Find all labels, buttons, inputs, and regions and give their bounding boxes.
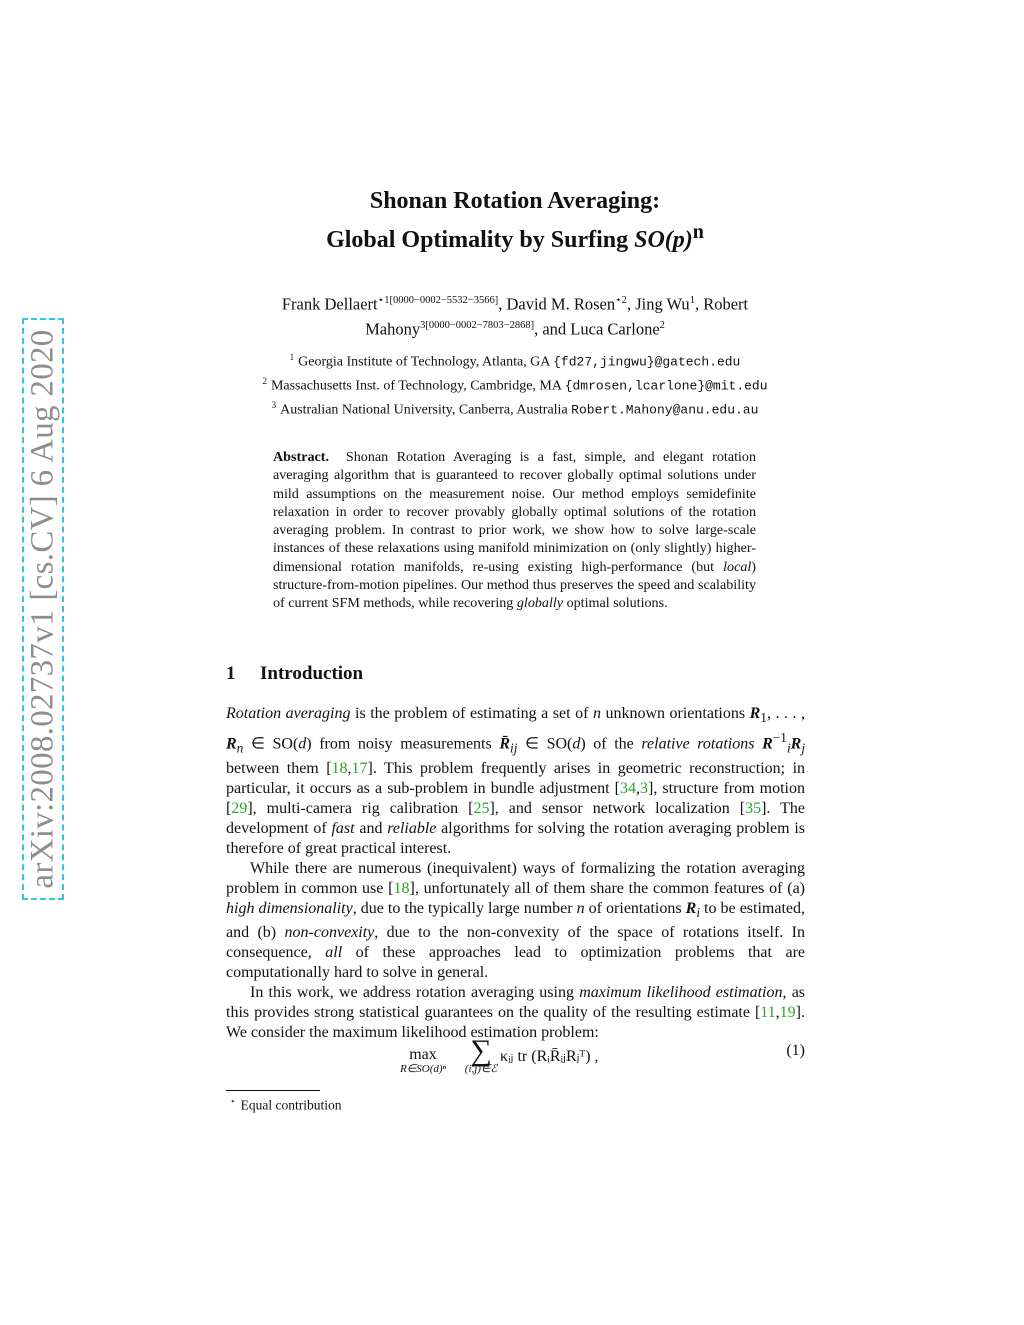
text: , . . . , (766, 705, 806, 722)
text: ]. We consider the maximum likelihood estimation problem: (226, 1003, 805, 1041)
text: , (347, 759, 352, 777)
citation-link[interactable]: 17 (351, 759, 368, 777)
footnote-text: Equal contribution (240, 1097, 342, 1113)
math-R: R (226, 735, 237, 753)
text: In this work, we address rotation averaging using (250, 983, 580, 1001)
affiliation-2-email[interactable]: {dmrosen,lcarlone}@mit.edu (564, 378, 768, 394)
text: ], unfortunately all of them share the common features of (a) (409, 879, 805, 897)
math-sub: i (696, 904, 701, 920)
abstract-em-globally: globally (516, 595, 564, 612)
equation-max (388, 1046, 458, 1075)
text: ) of the (580, 735, 642, 753)
section-number: 1 (226, 663, 236, 684)
text: unknown orientations (600, 705, 750, 722)
citation-link[interactable]: 18 (393, 879, 410, 897)
affiliation-1-text: Georgia Institute of Technology, Atlanta, GA (298, 354, 554, 370)
equation-sum-op: ∑ (470, 1034, 492, 1067)
math-n: n (592, 705, 601, 722)
em-rotation-averaging: Rotation averaging (226, 705, 351, 722)
section-heading-introduction (226, 663, 363, 685)
author-3: , Jing Wu (626, 294, 690, 314)
text (754, 736, 762, 753)
math-sub: ij (510, 740, 518, 756)
author-5-sup: 2 (659, 319, 665, 331)
math-sub: i (786, 740, 791, 756)
intro-paragraph-3 (226, 983, 805, 1043)
title-math-sup: n (692, 221, 704, 243)
math-d: d (298, 735, 307, 753)
math-sub: n (236, 740, 244, 756)
text: ], structure from motion [ (226, 779, 806, 817)
equation-max-sub: R∈SO(d)ⁿ (399, 1063, 447, 1075)
title-line-1: Shonan Rotation Averaging: (369, 188, 661, 214)
text: of orientations (584, 899, 686, 917)
affiliation-3 (225, 396, 805, 420)
paper-title (200, 186, 830, 256)
intro-paragraph-2 (226, 859, 805, 983)
abstract (273, 448, 756, 613)
abstract-part-1: Shonan Rotation Averaging is a fast, simple, and elegant rotation averaging algorithm that is guaranteed to recover globally optimal solutions under mild assumptions on the measurement noise. Our method employs semidefinite relaxation in order to recover provably globally optimal solutions of the rotation averaging problem. In contrast to prior work, we show how to solve large-scale instances of these relaxations using manifold minimization on (only slightly) higher-dimensional rotation manifolds, re-using existing high-performance (but (273, 449, 756, 575)
text: ) from noisy measurements (306, 735, 500, 753)
affiliation-1-email[interactable]: {fd27,jingwu}@gatech.edu (553, 354, 741, 370)
text: , due to the typically large number (352, 899, 577, 917)
abstract-part-3: optimal solutions. (563, 595, 668, 612)
text: ∈ SO( (243, 735, 299, 753)
text: ]. The development of (226, 799, 805, 837)
em-all: all (325, 943, 343, 961)
affiliation-3-email[interactable]: Robert.Mahony@anu.edu.au (571, 402, 759, 418)
citation-link[interactable]: 29 (231, 799, 248, 817)
text: ∈ SO( (517, 735, 573, 753)
author-1-sup: ⋆1[0000−0002−5532−3566] (377, 295, 499, 306)
affiliation-2-num: 2 (262, 376, 267, 387)
affiliation-1-num: 1 (289, 352, 295, 362)
math-sub: j (801, 740, 806, 756)
author-2-sup: ⋆2 (615, 295, 627, 306)
arxiv-stamp[interactable] (22, 318, 64, 900)
citation-link[interactable]: 19 (779, 1003, 796, 1021)
intro-paragraph-1 (226, 704, 805, 859)
author-list (225, 290, 805, 339)
citation-link[interactable]: 34 (619, 779, 636, 797)
math-R: R (762, 735, 773, 753)
em-maximum-likelihood-estimation: maximum likelihood estimation (579, 983, 783, 1001)
text: between them [ (226, 759, 332, 777)
equation-max-op: max (409, 1046, 437, 1063)
affiliation-3-text: Australian National University, Canberra, Australia (280, 402, 572, 418)
text: , due to the non-convexity of the space of rotations itself. In consequence, (226, 923, 806, 961)
affiliation-1 (225, 348, 805, 372)
title-line-2-text: Global Optimality by Surfing (326, 227, 629, 253)
text: ], multi-camera rig calibration [ (247, 799, 474, 817)
text: ], and sensor network localization [ (489, 799, 746, 817)
em-fast: fast (331, 819, 355, 837)
author-5: , and Luca Carlone (534, 319, 660, 338)
author-2: , David M. Rosen (498, 294, 616, 314)
text: of these approaches lead to optimization problems that are computationally hard to solve in general. (226, 943, 806, 981)
text: While there are numerous (inequivalent) ways of formalizing the rotation averaging problem in common use [ (226, 859, 805, 897)
author-4: , Robert Mahony (365, 294, 749, 338)
em-reliable: reliable (387, 819, 437, 837)
author-3-sup: 1 (689, 295, 695, 306)
equation-number: (1) (786, 1042, 805, 1059)
text: , (635, 779, 640, 797)
title-math: SO(p) (634, 227, 693, 253)
footnote (226, 1096, 342, 1114)
math-sup: −1 (772, 730, 787, 746)
equation-rest: κᵢⱼ tr (RᵢR̄ᵢⱼRⱼᵀ) , (500, 1048, 599, 1065)
text: is the problem of estimating a set of (350, 705, 593, 722)
math-R: R (790, 735, 802, 753)
citation-link[interactable]: 18 (331, 759, 348, 777)
em-relative-rotations: relative rotations (641, 735, 755, 753)
text: , (775, 1003, 780, 1021)
affiliations (225, 348, 805, 420)
citation-link[interactable]: 11 (760, 1003, 776, 1021)
abstract-label: Abstract. (273, 449, 329, 465)
footnote-rule (226, 1090, 320, 1091)
affiliation-2-text: Massachusetts Inst. of Technology, Cambridge, MA (270, 378, 565, 394)
citation-link[interactable]: 25 (473, 799, 490, 817)
text: and (354, 819, 388, 837)
math-Rbar: R̄ (499, 735, 511, 753)
math-n: n (576, 899, 585, 917)
affiliation-2 (225, 372, 805, 396)
citation-link[interactable]: 35 (745, 799, 762, 817)
math-sub: 1 (760, 710, 767, 726)
text: to be estimated, and (b) (226, 899, 806, 941)
math-R: R (685, 899, 697, 917)
author-4-sup: 3[0000−0002−7803−2868] (420, 319, 535, 331)
abstract-em-local: local (723, 558, 752, 575)
equation-sum-sub: (i,j)∈ℰ (464, 1063, 498, 1075)
citation-link[interactable]: 3 (639, 779, 648, 797)
equation-1 (226, 1036, 805, 1090)
abstract-part-2: ) structure-from-motion pipelines. Our method thus preserves the speed and scalability of current SFM methods, while recovering (273, 558, 756, 612)
text: ]. This problem frequently arises in geometric reconstruction; in particular, it occurs as a sub-problem in bundle adjustment [ (226, 759, 806, 797)
affiliation-3-num: 3 (271, 400, 277, 411)
arxiv-identifier: arXiv:2008.02737v1 [cs.CV] 6 Aug 2020 (24, 329, 61, 889)
text: algorithms for solving the rotation averaging problem is therefore of great practical interest. (226, 819, 806, 857)
em-non-convexity: non-convexity (284, 923, 375, 941)
footnote-mark: ⋆ (230, 1096, 236, 1106)
text: , as this provides strong statistical guarantees on the quality of the resulting estimate [ (226, 983, 806, 1021)
author-1: Frank Dellaert (281, 294, 378, 314)
section-title: Introduction (260, 663, 364, 684)
introduction-body (226, 704, 805, 1043)
em-high-dimensionality: high dimensionality (226, 899, 353, 917)
math-d: d (572, 735, 581, 753)
title-line-2 (200, 217, 830, 256)
math-R: R (749, 705, 761, 722)
